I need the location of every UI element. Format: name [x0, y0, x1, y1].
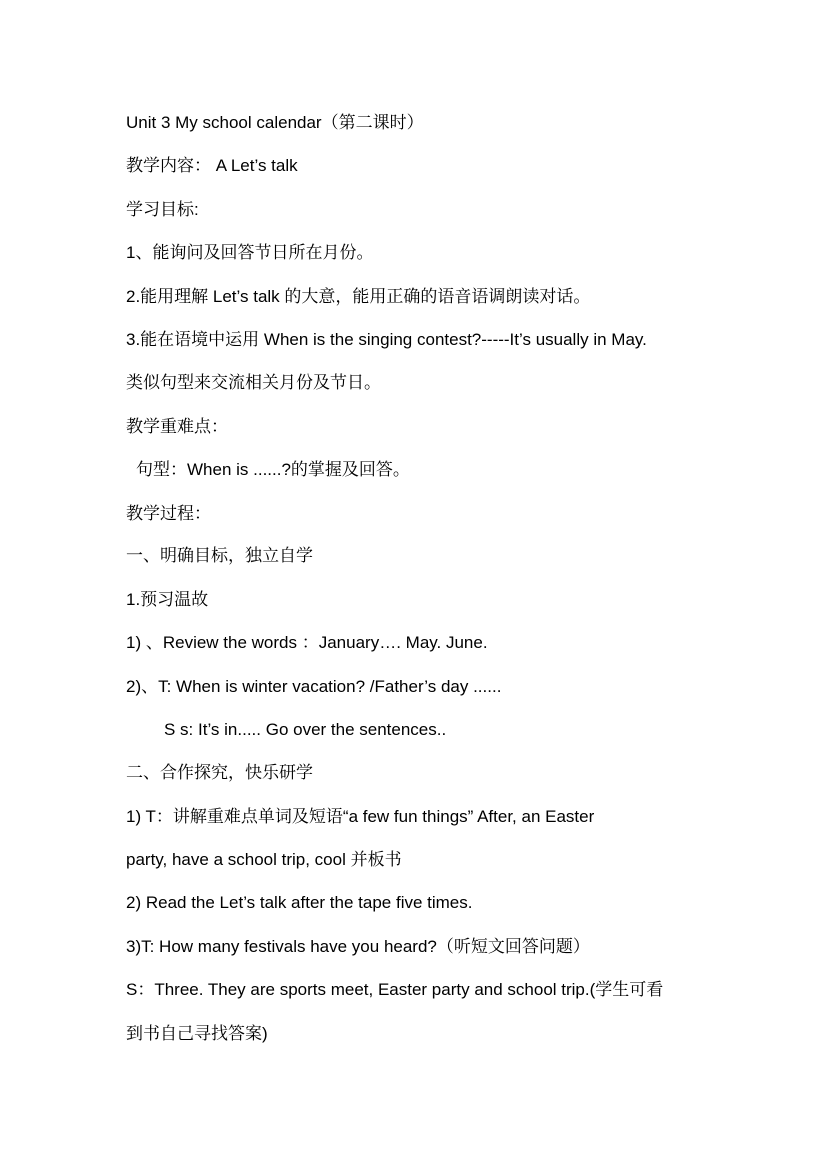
preview-step-2: 2)、T: When is winter vacation? /Father’s day ...... — [126, 677, 502, 696]
goal-item-1: 1、能询问及回答节日所在月份。 — [126, 243, 374, 262]
explore-step-2: 2) Read the Let’s talk after the tape five times. — [126, 893, 473, 912]
preview-step-1: 1) 、Review the words ：January…. May. June. — [126, 633, 488, 652]
explore-step-1-continued: party, have a school trip, cool 并板书 — [126, 850, 402, 869]
explore-step-3: 3)T: How many festivals have you heard?（听短文回答问题） — [126, 937, 590, 956]
explore-step-1: 1) T：讲解重难点单词及短语“a few fun things” After, an Easter — [126, 807, 595, 826]
goal-item-3-continued: 类似句型来交流相关月份及节日。 — [126, 373, 381, 392]
teaching-content: 教学内容： A Let’s talk — [126, 156, 298, 175]
process-heading: 教学过程： — [126, 504, 211, 523]
explore-step-3-answer: S：Three. They are sports meet, Easter party and school trip.(学生可看 — [126, 980, 664, 999]
key-points-heading: 教学重难点： — [126, 417, 228, 436]
preview-step-2-answer: S s: It’s in..... Go over the sentences.. — [164, 720, 447, 739]
lesson-title: Unit 3 My school calendar（第二课时） — [126, 113, 424, 132]
section-two-heading: 二、合作探究，快乐研学 — [126, 763, 313, 782]
goal-item-3: 3.能在语境中运用 When is the singing contest?-----It’s usually in May. — [126, 330, 647, 349]
section-one-heading: 一、明确目标，独立自学 — [126, 546, 313, 565]
learning-goals-heading: 学习目标: — [126, 200, 199, 219]
preview-heading: 1.预习温故 — [126, 590, 209, 609]
explore-step-3-answer-continued: 到书自己寻找答案) — [126, 1024, 268, 1043]
goal-item-2: 2.能用理解 Let’s talk 的大意，能用正确的语音语调朗读对话。 — [126, 287, 591, 306]
key-sentence-pattern: 句型：When is ......?的掌握及回答。 — [136, 460, 410, 479]
